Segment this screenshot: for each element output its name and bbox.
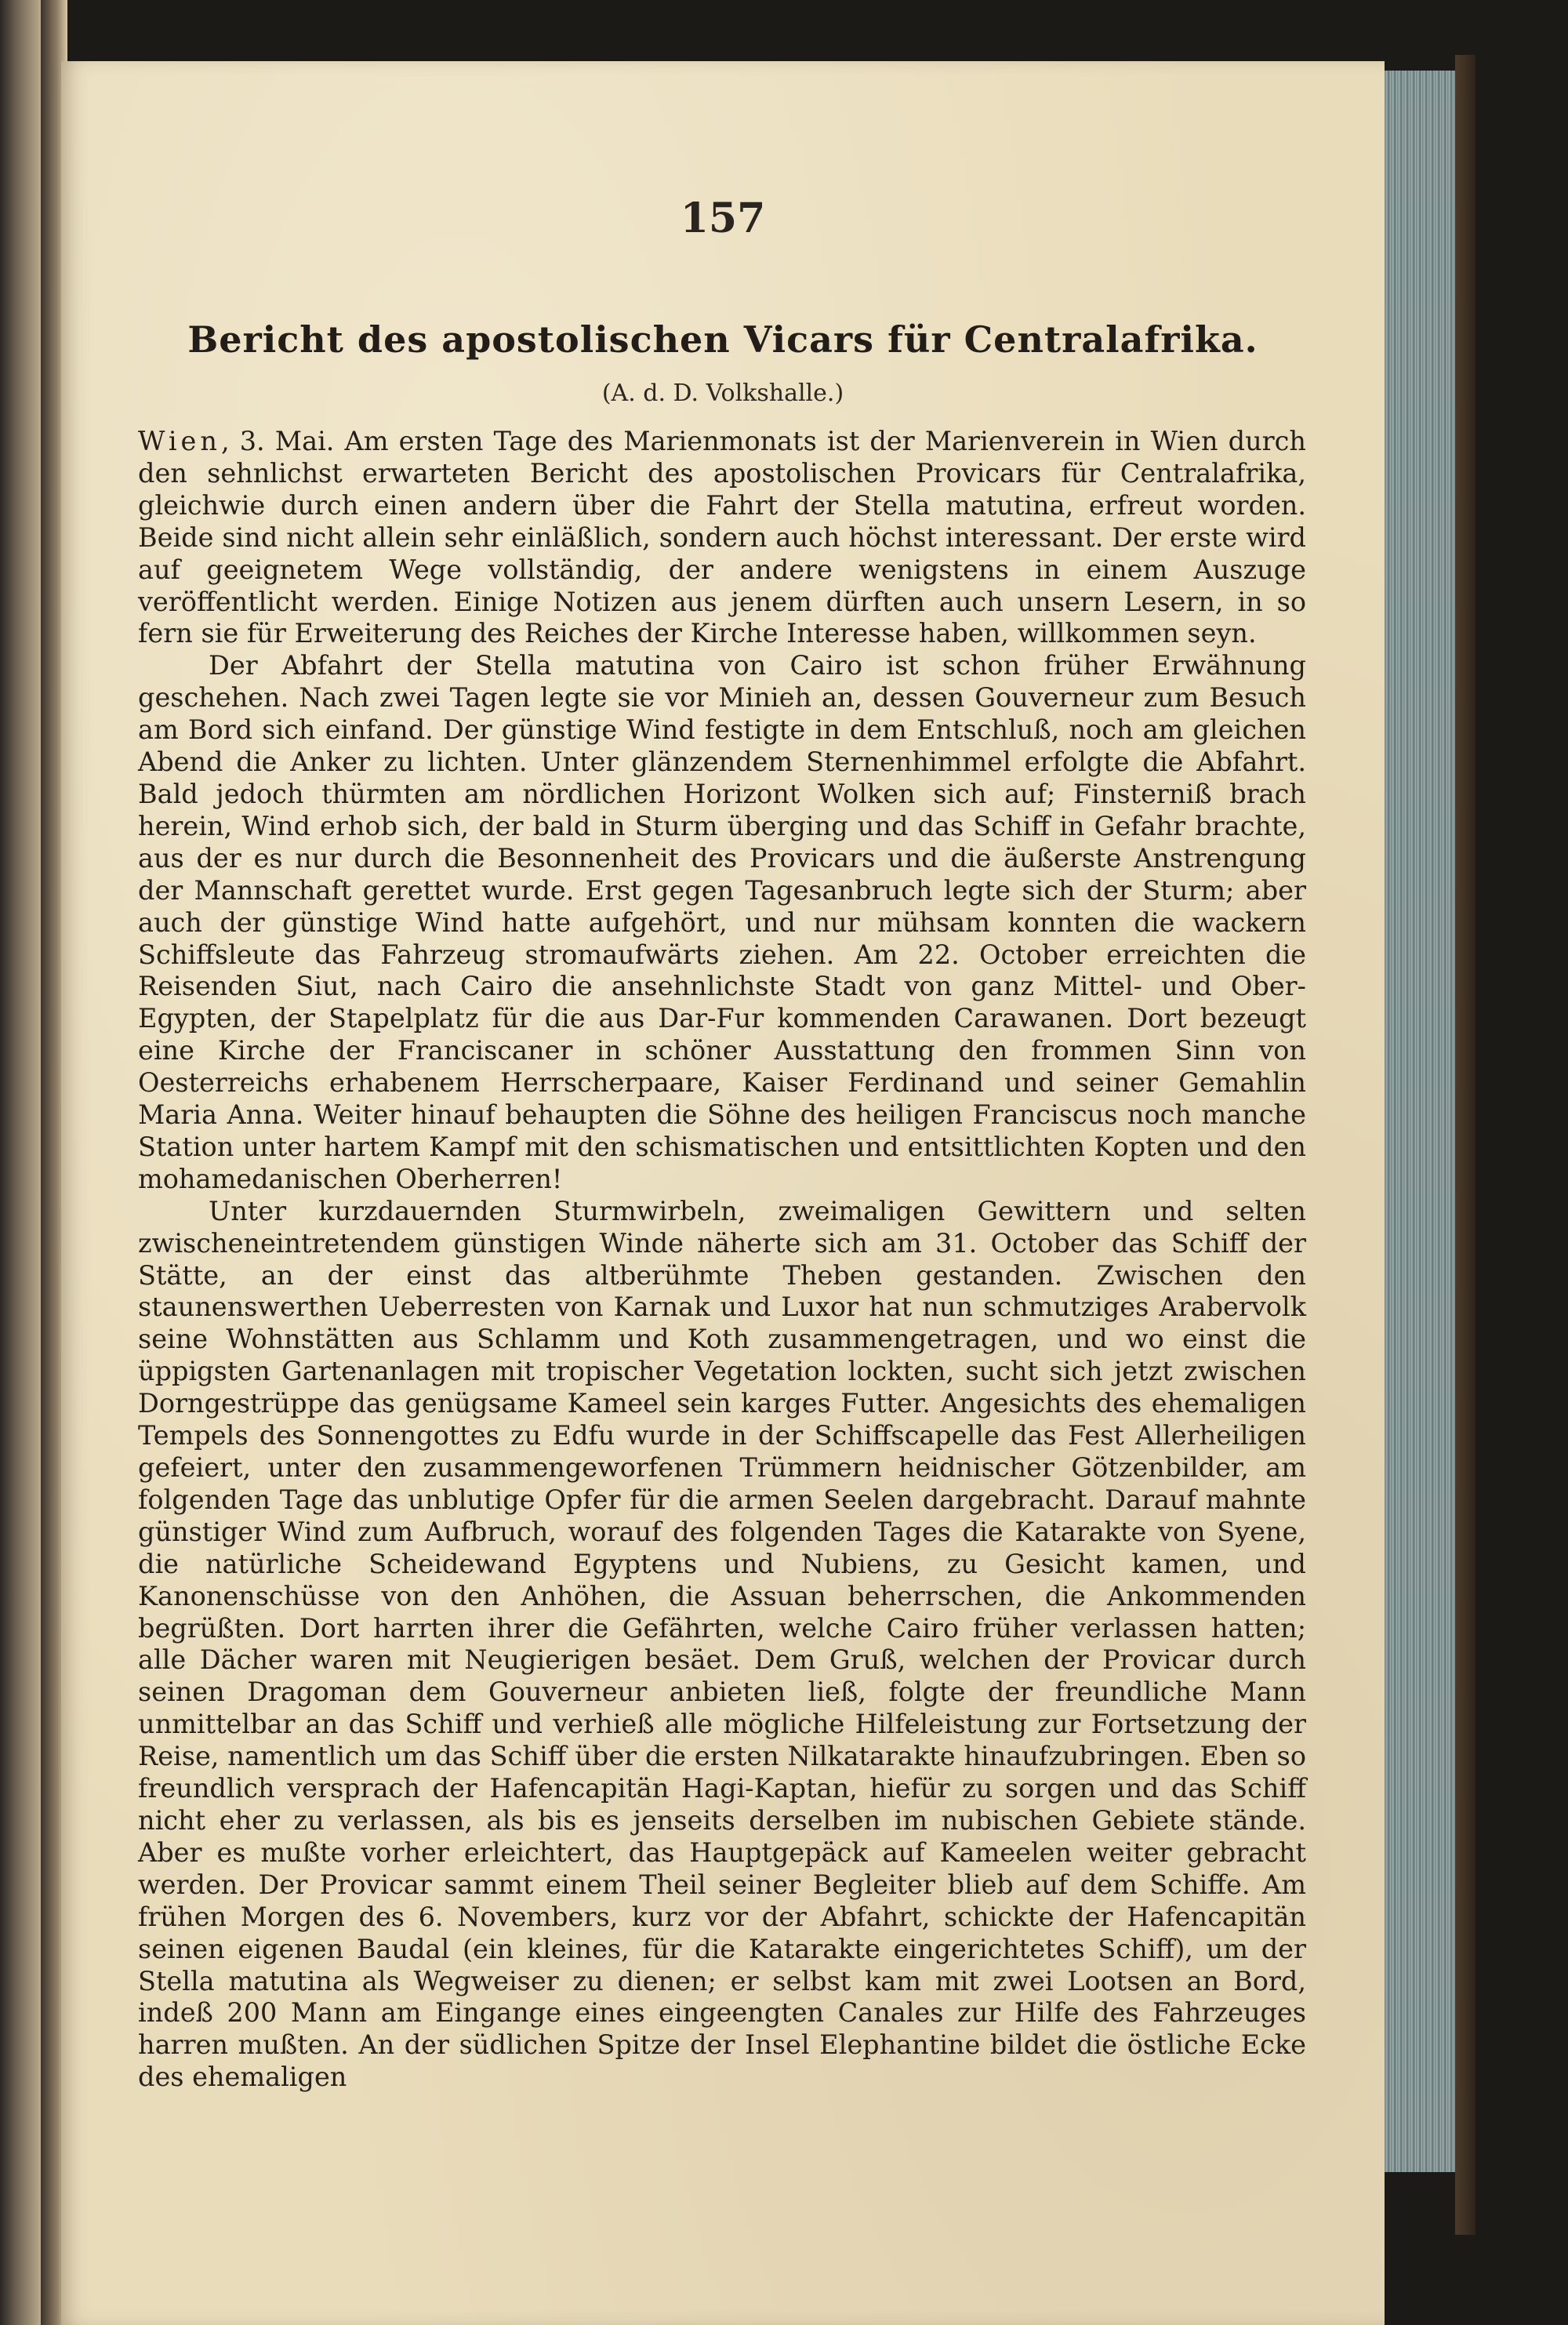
paragraph-1 bbox=[138, 426, 1306, 650]
article-source: (A. d. D. Volkshalle.) bbox=[601, 380, 844, 407]
page-number: 157 bbox=[680, 194, 766, 242]
facing-page-edge bbox=[0, 0, 47, 2325]
paragraph-2: Der Abfahrt der Stella matutina von Cairo ist schon früher Erwähnung geschehen. Nach zwei Tagen legte sie vor Minieh an, dessen Gouverneur zum Besuch am Bord sich einfand. Der günstige Wind festigte in dem Entschluß, noch am gleichen Abend die Anker zu lichten. Unter glänzendem Sternenhimmel erfolgte die Abfahrt. Bald jedoch thürmten am nördlichen Horizont Wolken sich auf; Finsterniß brach herein, Wind erhob sich, der bald in Sturm überging und das Schiff in Gefahr brachte, aus der es nur durch die Besonnenheit des Provicars und die äußerste Anstrengung der Mannschaft gerettet wurde. Erst gegen Tagesanbruch legte sich der Sturm; aber auch der günstige Wind hatte aufgehört, und nur mühsam konnten die wackern Schiffsleute das Fahrzeug stromaufwärts ziehen. Am 22. October erreichten die Reisenden Siut, nach Cairo die ansehnlichste Stadt von ganz Mittel- und Ober-Egypten, der Stapelplatz für die aus Dar-Fur kommenden Carawanen. Dort bezeugt eine Kirche der Franciscaner in schöner Ausstattung den frommen Sinn von Oesterreichs erhabenem Herrscherpaare, Kaiser Ferdinand und seiner Gemahlin Maria Anna. Weiter hinauf behaupten die Söhne des heiligen Franciscus noch manche Station unter hartem Kampf mit den schismatischen und entsittlichten Kopten und den mohamedanischen Oberherren! bbox=[138, 650, 1306, 1194]
book-cover-edge bbox=[1455, 55, 1475, 2235]
dateline-date: , 3. Mai. bbox=[220, 426, 335, 456]
article-title: Bericht des apostolischen Vicars für Centralafrika. bbox=[187, 318, 1258, 361]
paragraph-3: Unter kurzdauernden Sturmwirbeln, zweimaligen Gewittern und selten zwischeneintretendem günstigen Winde näherte sich am 31. October das Schiff der Stätte, an der einst das altberühmte Theben gestanden. Zwischen den staunenswerthen Ueberresten von Karnak und Luxor hat nun schmutziges Arabervolk seine Wohnstätten aus Schlamm und Koth zusammengetragen, und wo einst die üppigsten Gartenanlagen mit tropischer Vegetation lockten, sucht sich jetzt zwischen Dorngestrüppe das genügsame Kameel sein karges Futter. Angesichts des ehemaligen Tempels des Sonnengottes zu Edfu wurde in der Schiffscapelle das Fest Allerheiligen gefeiert, unter den zusammengeworfenen Trümmern heidnischer Götzenbilder, am folgenden Tage das unblutige Opfer für die armen Seelen dargebracht. Darauf mahnte günstiger Wind zum Aufbruch, worauf des folgenden Tages die Katarakte von Syene, die natürliche Scheidewand Egyptens und Nubiens, zu Gesicht kamen, und Kanonenschüsse von den Anhöhen, die Assuan beherrschen, die Ankommenden begrüßten. Dort harrten ihrer die Gefährten, welche Cairo früher verlassen hatten; alle Dächer waren mit Neugierigen besäet. Dem Gruß, welchen der Provicar durch seinen Dragoman dem Gouverneur anbieten ließ, folgte der freundliche Mann unmittelbar an das Schiff und verhieß alle mögliche Hilfeleistung zur Fortsetzung der Reise, namentlich um das Schiff über die ersten Nilkatarakte hinaufzubringen. Eben so freundlich versprach der Hafencapitän Hagi-Kaptan, hiefür zu sorgen und das Schiff nicht eher zu verlassen, als bis es jenseits derselben im nubischen Gebiete stände. Aber es mußte vorher erleichtert, das Hauptgepäck auf Kameelen weiter gebracht werden. Der Provicar sammt einem Theil seiner Begleiter blieb auf dem Schiffe. Am frühen Morgen des 6. Novembers, kurz vor der Abfahrt, schickte der Hafencapitän seinen eigenen Baudal (ein kleines, für die Katarakte eingerichtetes Schiff), um der Stella matutina als Wegweiser zu dienen; er selbst kam mit zwei Lootsen an Bord, indeß 200 Mann am Eingange eines eingeengten Canales zur Hilfe des Fahrzeuges harren mußten. An der südlichen Spitze der Insel Elephantine bildet die östliche Ecke des ehemaligen bbox=[138, 1195, 1306, 2093]
dateline-place: Wien bbox=[138, 426, 221, 456]
paragraph-1-text: Am ersten Tage des Marienmonats ist der Marienverein in Wien durch den sehnlichst erwarteten Bericht des apostolischen Provicars für Centralafrika, gleichwie durch einen andern über die Fahrt der Stella matutina, erfreut worden. Beide sind nicht allein sehr einläßlich, sondern auch höchst interessant. Der erste wird auf geeignetem Wege vollständig, der andere wenigstens in einem Auszuge veröffentlicht werden. Einige Notizen aus jenem dürften auch unsern Lesern, in so fern sie für Erweiterung des Reiches der Kirche Interesse haben, willkommen seyn. bbox=[138, 426, 1307, 649]
page-block-edges bbox=[1385, 71, 1457, 2172]
book-page bbox=[61, 61, 1385, 2325]
article-body bbox=[138, 426, 1306, 2094]
